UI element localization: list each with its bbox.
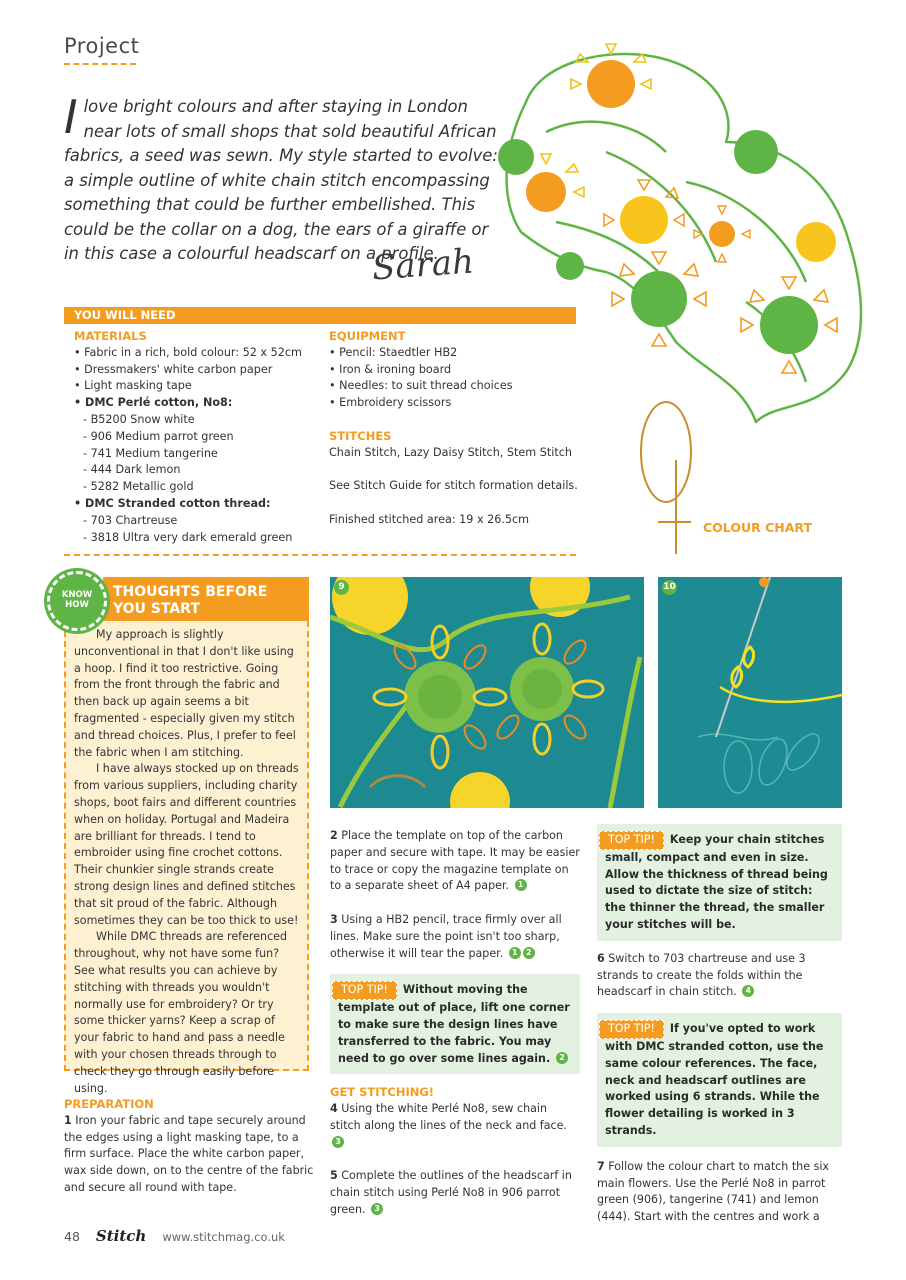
photo-number: 9: [334, 580, 349, 595]
website-link[interactable]: www.stitchmag.co.uk: [162, 1230, 285, 1244]
flower-orange-left: [526, 154, 584, 212]
intro-text: love bright colours and after staying in London near lots of small shops that sold beautiful African fabrics, a seed was sewn. My style started to evolve: a simple outline of white chain stitch encompassing something that could be further embellished. This could be the collar on a dog, the ears of a giraffe or in this case a colourful headscarf on a profile.: [64, 97, 498, 263]
stitches-text: Chain Stitch, Lazy Daisy Stitch, Stem Stitch: [329, 445, 572, 459]
list-item: • DMC Perlé cotton, No8:: [74, 396, 233, 410]
magazine-logo: Stitch: [95, 1227, 147, 1245]
flower-yellow-right: [796, 222, 836, 262]
top-tip-box: TOP TIP! Keep your chain stitches small, compact and even in size. Allow the thickness of thread being used to dictate the size of stitch: the thinner the thread, the smaller your stitches will be.: [597, 824, 842, 941]
photo-step-9: [330, 577, 644, 808]
list-item: - 906 Medium parrot green: [83, 429, 234, 443]
section-divider: [64, 554, 576, 556]
photo-ref-badge: 3: [371, 1203, 383, 1215]
flower-green-main: [612, 252, 706, 346]
intro-paragraph: [64, 90, 504, 267]
photo-ref-badge: 4: [742, 985, 754, 997]
preparation-section: [64, 1096, 314, 1197]
flower-green-lower-right: [741, 277, 837, 373]
top-tip-box: TOP TIP! If you've opted to work with DMC stranded cotton, use the same colour references. The face, neck and headscarf outlines are worked using 6 strands. While the flower detailing is worked in 3 strands.: [597, 1013, 842, 1147]
needle-photo: [658, 577, 842, 808]
page-number: 48: [64, 1229, 80, 1244]
page-footer: [64, 1227, 285, 1245]
section-label: Project: [64, 34, 140, 58]
list-item: - 444 Dark lemon: [83, 463, 181, 477]
embroidery-photo: [330, 577, 644, 808]
stitches-heading: STITCHES: [329, 428, 392, 443]
face-profile-outline: [641, 402, 691, 554]
top-tip-box: TOP TIP! Without moving the template out of place, lift one corner to make sure the design lines have transferred to the fabric. You may need to go over some lines again. 2: [330, 974, 580, 1074]
flower-green-top-right: [734, 130, 778, 174]
photo-ref-badge: 2: [523, 947, 535, 959]
finished-area-text: Finished stitched area: 19 x 26.5cm: [329, 512, 530, 526]
list-item: - 741 Medium tangerine: [83, 446, 218, 460]
list-item: - B5200 Snow white: [83, 412, 195, 426]
steps-column-3: [597, 824, 842, 1226]
step-5: 5 Complete the outlines of the headscarf in chain stitch using Perlé No8 in 906 parrot green. 3: [330, 1169, 572, 1216]
materials-heading: MATERIALS: [74, 329, 147, 343]
list-item: - 703 Chartreuse: [83, 513, 178, 527]
top-tip-tag: TOP TIP!: [599, 1020, 664, 1039]
drop-cap: I: [64, 90, 78, 144]
list-item: - 3818 Ultra very dark emerald green: [83, 530, 293, 544]
equipment-heading: EQUIPMENT: [329, 329, 406, 343]
thoughts-paragraph: While DMC threads are referenced throughout, why not have some fun? See what results you can achieve by stitching with threads you wouldn't normally use for embroidery? Or try some thicker yarns? Keep a scrap of your fabric to hand and pass a needle with your chosen threads through to check they go through easily before using.: [74, 930, 288, 1095]
thoughts-title: THOUGHTS BEFORE YOU START: [103, 577, 309, 621]
list-item: • Embroidery scissors: [329, 396, 452, 410]
flower-orange-right: [694, 206, 750, 262]
step-4: 4 Using the white Perlé No8, sew chain stitch along the lines of the neck and face. 3: [330, 1102, 567, 1146]
photo-ref-badge: 3: [332, 1136, 344, 1148]
section-underline: [64, 63, 136, 65]
preparation-heading: PREPARATION: [64, 1097, 154, 1111]
photo-step-10: [658, 577, 842, 808]
step-2: 2 Place the template on top of the carbon paper and secure with tape. It may be easier to trace or copy the magazine template on to a separate sheet of A4 paper. 1: [330, 829, 580, 893]
colour-chart-label: COLOUR CHART: [703, 520, 812, 535]
photo-ref-badge: 1: [515, 879, 527, 891]
list-item: • Needles: to suit thread choices: [329, 379, 513, 393]
list-item: - 5282 Metallic gold: [83, 480, 194, 494]
steps-column-2: [330, 828, 580, 1219]
materials-list: [74, 328, 314, 546]
list-item: • Light masking tape: [74, 379, 192, 393]
top-tip-tag: TOP TIP!: [332, 981, 397, 1000]
step-3: 3 Using a HB2 pencil, trace firmly over all lines. Make sure the point isn't too sharp, otherwise it will tear the paper. 1 2: [330, 912, 562, 960]
step-7: 7 Follow the colour chart to match the six main flowers. Use the Perlé No8 in parrot green (906), tangerine (741) and lemon (444). Start with the centres and work a: [597, 1159, 829, 1224]
thoughts-box: [64, 621, 309, 1095]
equipment-list: [329, 328, 579, 529]
step-6: 6 Switch to 703 chartreuse and use 3 strands to create the folds within the headscarf in chain stitch. 4: [597, 951, 806, 999]
list-item: • Dressmakers' white carbon paper: [74, 362, 273, 376]
list-item: • Pencil: Staedtler HB2: [329, 345, 458, 359]
get-stitching-heading: GET STITCHING!: [330, 1085, 435, 1100]
signature: Sarah: [370, 241, 476, 289]
know-how-badge: KNOW HOW: [47, 571, 107, 631]
list-item: • Fabric in a rich, bold colour: 52 x 52cm: [74, 345, 302, 359]
list-item: • DMC Stranded cotton thread:: [74, 496, 271, 510]
flower-green-small: [556, 252, 584, 280]
thoughts-paragraph: My approach is slightly unconventional in that I don't like using a hoop. I find it too restrictive. Going from the front through the fabric and then back up again seems a bit fragmented - especially given my stitch and thread choices. Plus, I prefer to feel the fabric when I am stitching.: [74, 628, 296, 759]
step-1: 1 Iron your fabric and tape securely around the edges using a light masking tape, to a firm surface. Place the white carbon paper, wax side down, on to the centre of the fabric and secure all round with tape.: [64, 1113, 314, 1194]
flower-green-left: [498, 139, 534, 175]
photo-number: 10: [662, 580, 677, 595]
photo-ref-badge: 1: [509, 947, 521, 959]
list-item: • Iron & ironing board: [329, 362, 452, 376]
thoughts-paragraph: I have always stocked up on threads from various suppliers, including charity shops, boot fairs and different countries when on holiday. Portugal and Madeira are brilliant for threads. I tend to embroider using fine crochet cottons. Their chunkier single strands create strong design lines and defined stitches that sit proud of the fabric. Although sometimes they can be too thick to use!: [74, 762, 299, 927]
you-will-need-header: YOU WILL NEED: [64, 307, 576, 324]
photo-ref-badge: 2: [556, 1052, 568, 1064]
stitch-guide-text: See Stitch Guide for stitch formation details.: [329, 479, 578, 493]
top-tip-tag: TOP TIP!: [599, 831, 664, 850]
flower-yellow-centre: [604, 180, 684, 244]
